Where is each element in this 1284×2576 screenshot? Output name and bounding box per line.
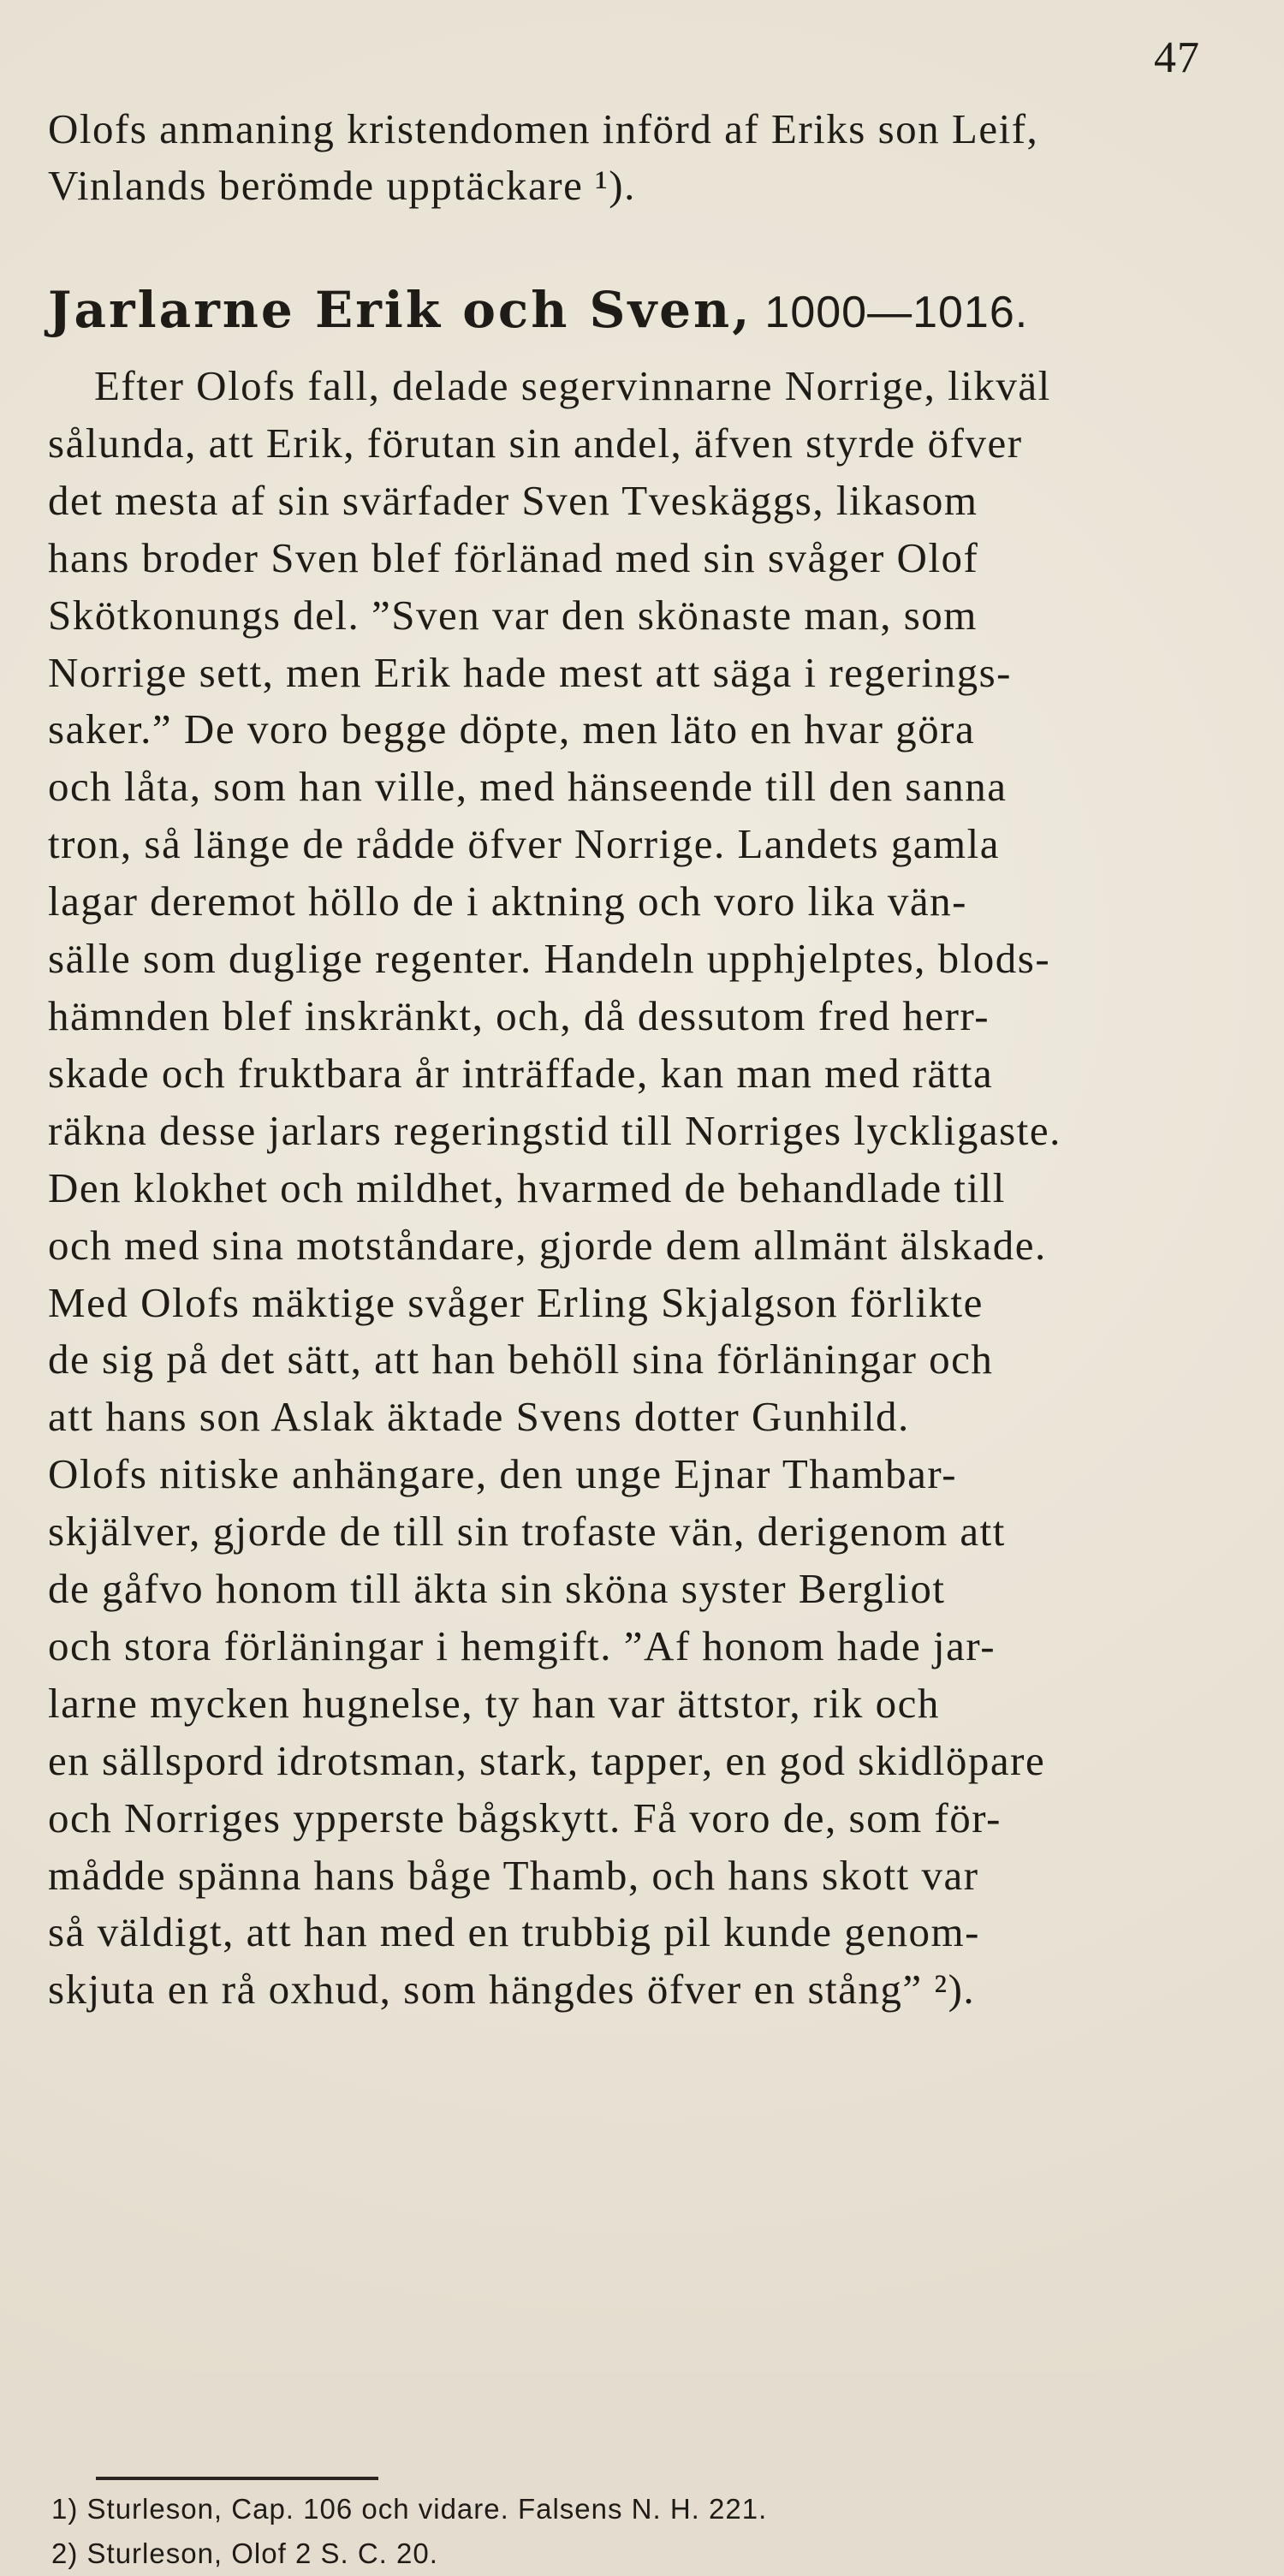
text-line: och stora förläningar i hemgift. ”Af honom hade jar-: [48, 1621, 996, 1669]
text-line: Olofs anmaning kristendomen införd af Eriks son Leif,: [48, 105, 1039, 152]
text-line: att hans son Aslak äktade Svens dotter Gunhild.: [48, 1393, 910, 1441]
text-line: skade och fruktbara år inträffade, kan man med rätta: [48, 1049, 994, 1097]
text-line: skjuta en rå oxhud, som hängdes öfver en stång” ²).: [48, 1966, 976, 2014]
text-line: och Norriges ypperste bågskytt. Få voro de, som för-: [48, 1794, 1002, 1841]
text-line: det mesta af sin svärfader Sven Tveskäggs, likasom: [48, 476, 978, 524]
text-line: och med sina motståndare, gjorde dem allmänt älskade.: [48, 1221, 1047, 1269]
text-line: skjälver, gjorde de till sin trofaste vän, derigenom att: [48, 1508, 1006, 1556]
text-line: och låta, som han ville, med hänseende till den sanna: [48, 763, 1008, 811]
text-line: Norrige sett, men Erik hade mest att säga i regerings-: [48, 648, 1012, 696]
text-line: hans broder Sven blef förlänad med sin svåger Olof: [48, 533, 979, 581]
text-line: Skötkonungs del. ”Sven var den skönaste man, som: [48, 591, 978, 639]
text-line: Med Olofs mäktige svåger Erling Skjalgson förlikte: [48, 1278, 984, 1326]
text-line: saker.” De voro begge döpte, men läto en hvar göra: [48, 705, 976, 753]
footnote: 2) Sturleson, Olof 2 S. C. 20.: [51, 2537, 438, 2569]
lead-paragraph: [48, 101, 1204, 214]
text-line: hämnden blef inskränkt, och, då dessutom fred herr-: [48, 991, 990, 1039]
page-number: 47: [1154, 33, 1200, 82]
text-line: Efter Olofs fall, delade segervinnarne Norrige, likväl: [94, 362, 1051, 409]
heading-dates: 1000—1016.: [764, 288, 1029, 337]
text-line: tron, så länge de rådde öfver Norrige. Landets gamla: [48, 820, 1001, 868]
text-line: mådde spänna hans båge Thamb, och hans skott var: [48, 1851, 979, 1899]
footnote-divider: [96, 2477, 378, 2480]
text-line: Olofs nitiske anhängare, den unge Ejnar Thambar-: [48, 1450, 958, 1498]
text-line: räkna desse jarlars regeringstid till Norriges lyckligaste.: [48, 1106, 1061, 1154]
text-line: Den klokhet och mildhet, hvarmed de behandlade till: [48, 1163, 1006, 1211]
text-line: lagar deremot höllo de i aktning och voro lika vän-: [48, 878, 967, 925]
text-line: en sällspord idrotsman, stark, tapper, en god skidlöpare: [48, 1736, 1046, 1784]
footnote: 1) Sturleson, Cap. 106 och vidare. Falsens N. H. 221.: [51, 2493, 768, 2525]
text-line: de gåfvo honom till äkta sin sköna syster Bergliot: [48, 1565, 946, 1613]
footnotes: [51, 2487, 767, 2576]
section-heading: [48, 276, 1229, 347]
text-line: Vinlands berömde upptäckare ¹).: [48, 162, 636, 209]
text-line: så väldigt, att han med en trubbig pil kunde genom-: [48, 1908, 980, 1956]
heading-title: Jarlarne Erik och Sven,: [48, 281, 752, 339]
text-line: de sig på det sätt, att han behöll sina förläningar och: [48, 1336, 994, 1383]
body-paragraph: [48, 358, 1229, 2019]
text-line: larne mycken hugnelse, ty han var ättstor, rik och: [48, 1679, 940, 1727]
text-line: sälle som duglige regenter. Handeln upphjelptes, blods-: [48, 935, 1051, 983]
text-line: sålunda, att Erik, förutan sin andel, äfven styrde öfver: [48, 419, 1023, 467]
